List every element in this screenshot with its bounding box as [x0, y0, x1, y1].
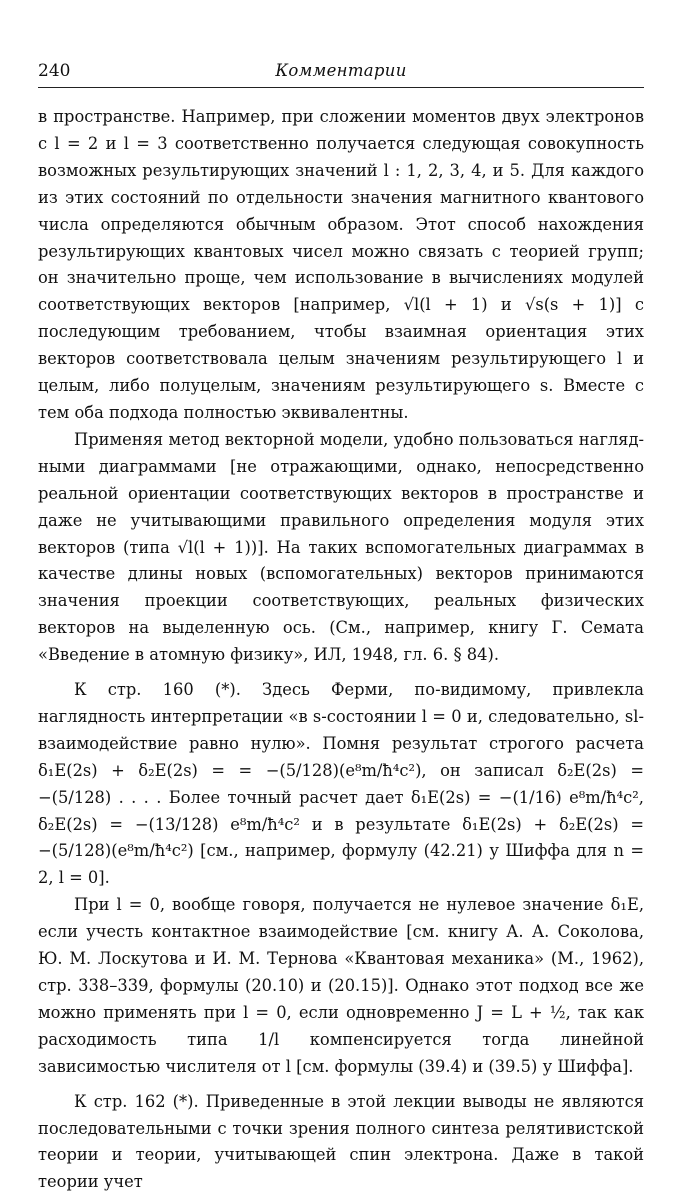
paragraph-vector-model: Применяя метод векторной модели, удобно пользоваться наглядными диаграммами [не отражающими, однако, непосредственно реальной ориентации соответствующих векторов в пространстве и даже не учитывающими правильного определения модуля этих векторов (типа √l(l + 1))]. На таких вспомогательных диаграммах в качестве длины новых (вспомогательных) векторов принимаются значения проекции соответствующих, реальных физических векторов на выделенную ось. (См., например, книгу Г. Семата «Введение в атомную физику», ИЛ, 1948, гл. 6. § 84). — [38, 429, 644, 665]
running-title: Комментарии — [275, 61, 407, 80]
paragraph-continuation: в пространстве. Например, при сложении моментов двух электронов с l = 2 и l = 3 соответственно получается следующая совокупность возможных результирующих значений l : 1, 2, 3, 4, и 5. Для каждого из этих состояний по отдельности значения магнитного квантового числа определяются обычным образом. Этот способ нахождения результирующих квантовых чисел можно связать с теорией групп; он значительно проще, чем использование в вычислениях модулей соответствующих векторов [например, √l(l + 1) и √s(s + 1)] с последующим требованием, чтобы взаимная ориентация этих векторов соответствовала целым значениям результирующего l и целым, либо полуцелым, значениям результирующего s. Вместе с тем оба подхода полностью эквивалентны. — [38, 107, 644, 422]
paragraph-note-p160: К стр. 160 (*). Здесь Ферми, по-видимому, привлекла наглядность интерпретации «в s-состоянии l = 0 и, следовательно, sl-взаимодействие равно нулю». Помня результат строгого расчета δ₁E(2s) + δ₂E(2s) = = −(5/128)(e⁸m/ħ⁴c²), он записал δ₂E(2s) = −(5/128) . . . . Более точный расчет дает δ₁E(2s) = −(1/16) e⁸m/ħ⁴c², δ₂E(2s) = −(13/128) e⁸m/ħ⁴c² и в результате δ₁E(2s) + δ₂E(2s) = −(5/128)(e⁸m/ħ⁴c²) [см., например, формулу (42.21) у Шиффа для n = 2, l = 0]. — [38, 680, 644, 888]
paragraph-note-p162: К стр. 162 (*). Приведенные в этой лекции выводы не являются последовательными с точки зрения полного синтеза релятивистской теории и теории, учитывающей спин электрона. Даже в такой теории учет — [38, 1091, 644, 1192]
page-header — [38, 61, 644, 85]
body-text — [38, 104, 644, 1196]
paragraph-contact-interaction: При l = 0, вообще говоря, получается не нулевое значение δ₁E, если учесть контактное взаимодействие [см. книгу А. А. Соколова, Ю. М. Лоскутова и И. М. Тернова «Квантовая механика» (М., 1962), стр. 338–339, формулы (20.10) и (20.15)]. Однако этот подход все же можно применять при l = 0, если одновременно J = L + ½, так как расходимость типа 1/l компенсируется тогда линейной зависимостью числителя от l [см. формулы (39.4) и (39.5) у Шиффа]. — [38, 895, 644, 1076]
header-rule — [38, 87, 644, 88]
page-number: 240 — [38, 61, 71, 81]
